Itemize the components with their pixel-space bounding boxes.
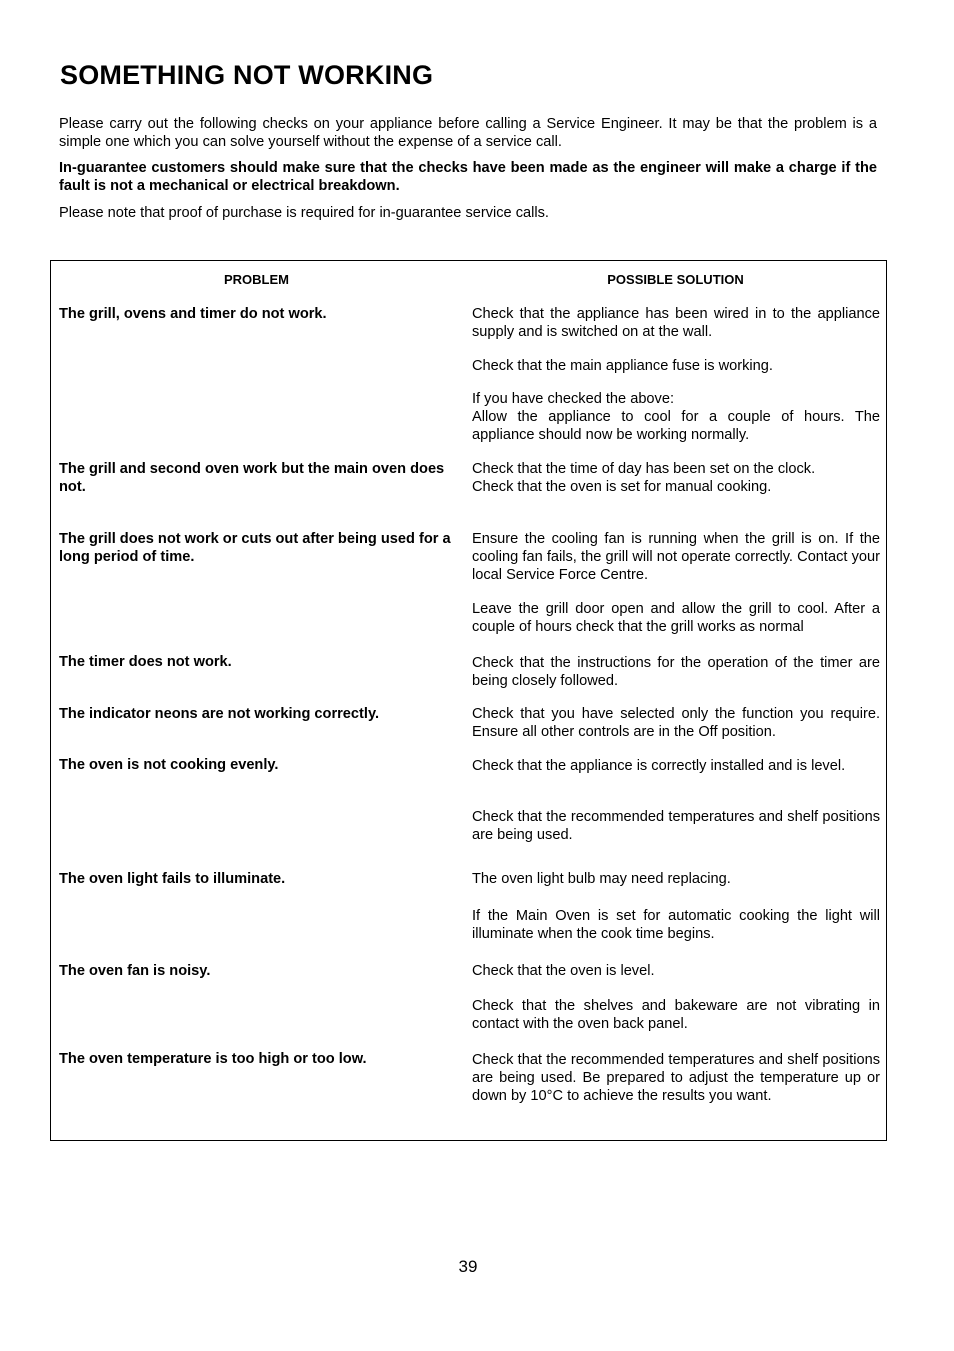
column-header-problem: PROBLEM <box>224 272 289 287</box>
solution-text: Leave the grill door open and allow the grill to cool. After a couple of hours check that the grill works as normal <box>472 601 880 636</box>
problem-cell: The oven is not cooking evenly. <box>59 757 279 773</box>
solution-text: Check that the main appliance fuse is working. <box>472 358 773 374</box>
problem-cell: The timer does not work. <box>59 654 232 670</box>
solution-text: Ensure the cooling fan is running when the grill is on. If the cooling fan fails, the grill will not operate correctly. Contact your local Service Force Centre. <box>472 531 880 584</box>
problem-cell: The oven temperature is too high or too low. <box>59 1051 367 1067</box>
solution-text: Check that the oven is set for manual cooking. <box>472 479 772 495</box>
problem-cell: The grill and second oven work but the main oven does not. <box>59 461 445 496</box>
problem-cell: The oven fan is noisy. <box>59 963 211 979</box>
problem-cell: The oven light fails to illuminate. <box>59 871 286 887</box>
solution-text: Check that the appliance is correctly installed and is level. <box>472 758 846 774</box>
solution-text: Check that the oven is level. <box>472 963 655 979</box>
problem-cell: The grill, ovens and timer do not work. <box>59 306 327 322</box>
solution-text: If the Main Oven is set for automatic cooking the light will illuminate when the cook time begins. <box>472 908 880 943</box>
solution-text: Check that the recommended temperatures and shelf positions are being used. <box>472 809 880 844</box>
page-title: SOMETHING NOT WORKING <box>60 60 434 90</box>
problem-cell: The grill does not work or cuts out after being used for a long period of time. <box>59 531 451 566</box>
intro-paragraph: Please carry out the following checks on your appliance before calling a Service Engineer. It may be that the problem is a simple one which you can solve yourself without the expense of a service call. <box>59 116 877 151</box>
problem-cell: The indicator neons are not working correctly. <box>59 706 380 722</box>
solution-text: The oven light bulb may need replacing. <box>472 871 731 887</box>
solution-text: Check that the shelves and bakeware are not vibrating in contact with the oven back panel. <box>472 998 880 1033</box>
solution-text: If you have checked the above: <box>472 391 675 407</box>
page-number: 39 <box>458 1257 478 1276</box>
proof-of-purchase-note: Please note that proof of purchase is required for in-guarantee service calls. <box>59 205 549 221</box>
solution-text: Check that the appliance has been wired in to the appliance supply and is switched on at the wall. <box>472 306 880 341</box>
solution-text: Allow the appliance to cool for a couple of hours. The appliance should now be working normally. <box>472 409 880 444</box>
solution-text: Check that the recommended temperatures and shelf positions are being used. Be prepared to adjust the temperature up or down by 10°C to achieve the results you want. <box>472 1052 880 1105</box>
solution-text: Check that the time of day has been set on the clock. <box>472 461 816 477</box>
guarantee-warning: In-guarantee customers should make sure that the checks have been made as the engineer will make a charge if the fault is not a mechanical or electrical breakdown. <box>59 160 877 195</box>
solution-text: Check that you have selected only the function you require. Ensure all other controls are in the Off position. <box>472 706 880 741</box>
solution-text: Check that the instructions for the operation of the timer are being closely followed. <box>472 655 880 690</box>
column-header-solution: POSSIBLE SOLUTION <box>607 272 744 287</box>
